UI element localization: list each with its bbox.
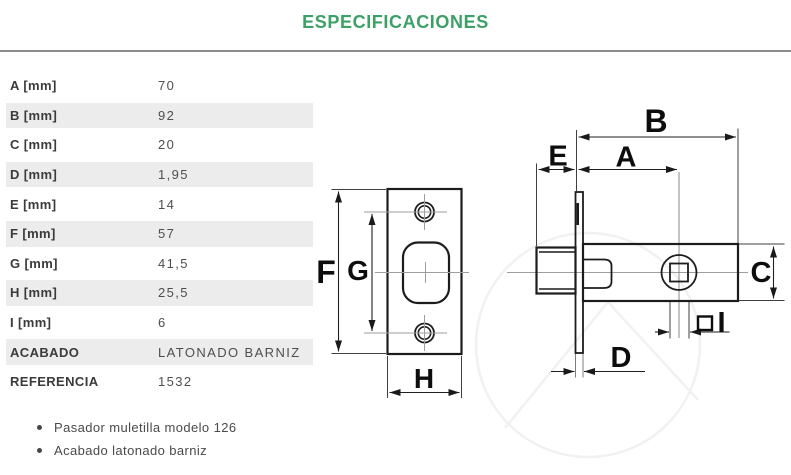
watermark bbox=[476, 233, 700, 457]
row-label: B [mm] bbox=[10, 107, 58, 123]
bolt-tail bbox=[583, 260, 612, 289]
row-label: D [mm] bbox=[10, 167, 58, 183]
dim-label-f: F bbox=[316, 254, 336, 290]
dim-label-a: A bbox=[615, 141, 637, 174]
row-value: 92 bbox=[158, 107, 176, 123]
row-label: ACABADO bbox=[10, 344, 80, 360]
row-value: 6 bbox=[158, 315, 167, 331]
dim-label-i: I bbox=[717, 307, 726, 339]
row-label: H [mm] bbox=[10, 285, 58, 301]
row-value: 20 bbox=[158, 137, 176, 153]
faceplate-shading bbox=[577, 203, 580, 225]
dim-label-g: G bbox=[347, 255, 369, 286]
dim-label-e: E bbox=[548, 140, 568, 173]
row-value: 57 bbox=[158, 226, 176, 242]
row-label: G [mm] bbox=[10, 255, 58, 271]
page-title: ESPECIFICACIONES bbox=[302, 12, 489, 32]
dim-label-d: D bbox=[610, 342, 632, 374]
row-label: A [mm] bbox=[10, 78, 57, 94]
row-label: E [mm] bbox=[10, 196, 57, 212]
note-text: Acabado latonado barniz bbox=[54, 443, 208, 458]
row-value: 41,5 bbox=[158, 255, 189, 271]
dim-label-h: H bbox=[413, 363, 435, 394]
row-value: 25,5 bbox=[158, 285, 189, 301]
dim-label-c: C bbox=[750, 257, 772, 289]
square-symbol-icon bbox=[698, 317, 712, 331]
row-value: LATONADO BARNIZ bbox=[158, 344, 301, 360]
row-value: 14 bbox=[158, 196, 176, 212]
latch-bolt bbox=[537, 248, 576, 294]
row-value: 70 bbox=[158, 78, 176, 94]
note-text: Pasador muletilla modelo 126 bbox=[54, 420, 237, 435]
row-label: I [mm] bbox=[10, 315, 52, 331]
row-value: 1532 bbox=[158, 374, 193, 390]
row-label: REFERENCIA bbox=[10, 374, 99, 390]
row-label: C [mm] bbox=[10, 137, 58, 153]
row-label: F [mm] bbox=[10, 226, 56, 242]
faceplate-front-view bbox=[316, 189, 469, 398]
dim-label-b: B bbox=[644, 103, 668, 139]
row-value: 1,95 bbox=[158, 167, 189, 183]
